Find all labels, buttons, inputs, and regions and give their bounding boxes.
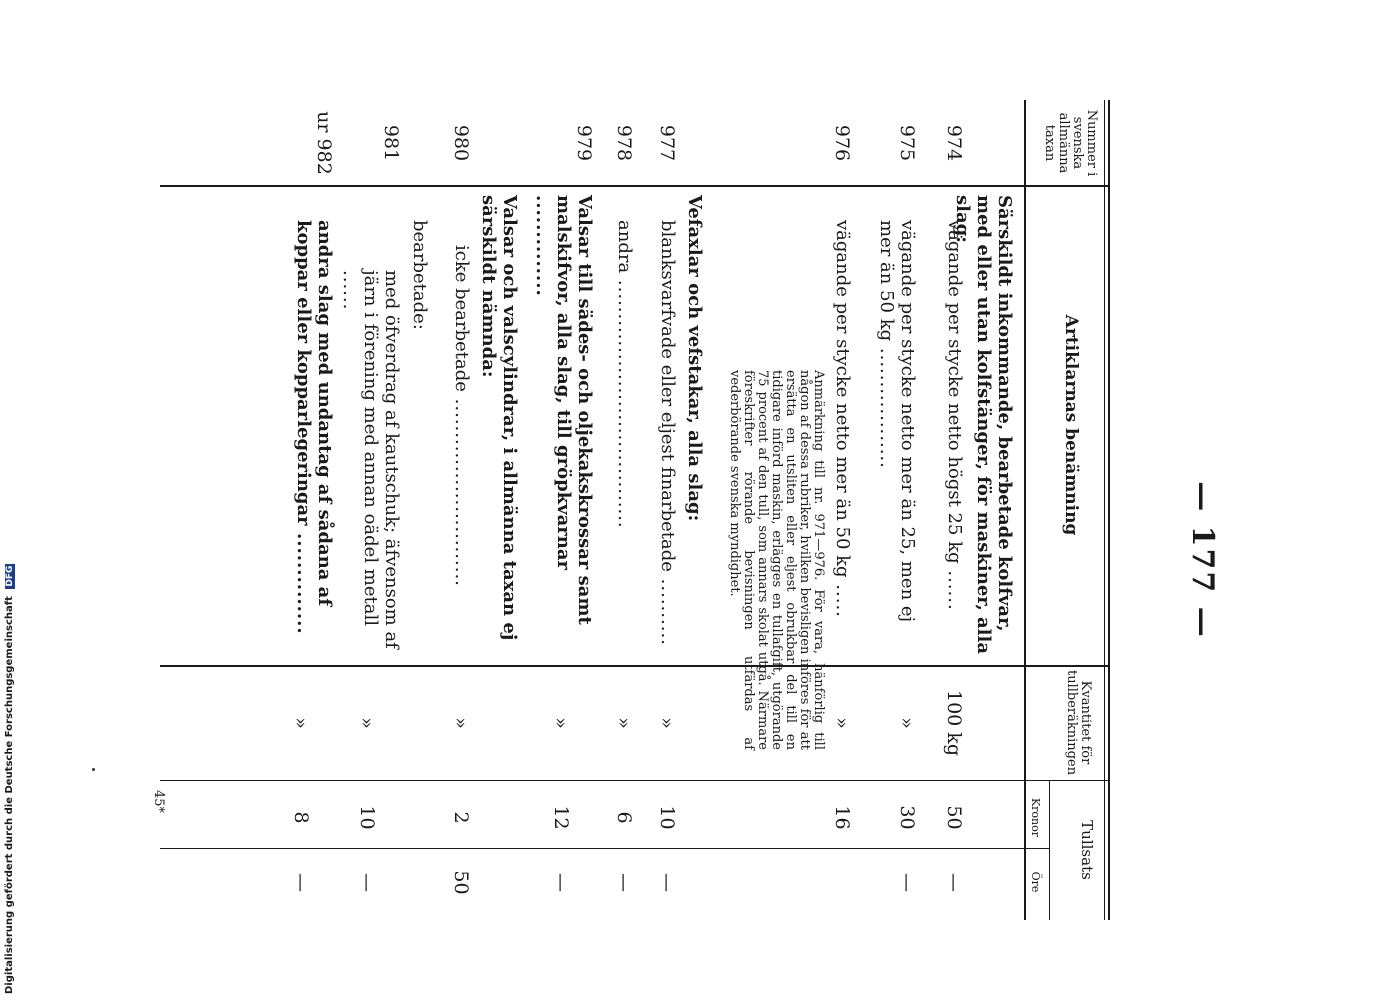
- row-unit: »: [831, 717, 853, 729]
- section-title-kolfvar: Särskildt inkommande, bearbetade kolfvar, med eller utan kolfstänger, för maskiner, alla slag:: [952, 195, 1015, 654]
- row-number: 981: [380, 124, 402, 162]
- row-kronor: 10: [356, 805, 378, 830]
- row-unit: »: [450, 717, 472, 729]
- row-description: andra .....................................: [614, 220, 635, 529]
- row-text: vägande per stycke netto högst 25 kg: [944, 220, 965, 564]
- row-text: med öfverdrag af kautschuk; äfvensom af järn i förening med annan oädel metall: [360, 270, 402, 649]
- row-unit: »: [896, 717, 918, 729]
- subheading-bearbetade: bearbetade:: [409, 220, 430, 330]
- row-number: 980: [450, 124, 472, 162]
- row-text: andra: [614, 220, 635, 274]
- row-unit: »: [290, 717, 312, 729]
- row-number: 979: [573, 124, 595, 162]
- row-number: 978: [613, 124, 635, 162]
- row-description: andra slag med undantag af sådana af koppar eller kopparlegeringar ..............: [293, 220, 335, 635]
- column-rule-4: [160, 848, 1050, 849]
- table-top-rule: [1108, 100, 1110, 920]
- row-description: icke bearbetade ............................: [451, 245, 472, 587]
- row-number: 975: [896, 124, 918, 162]
- duty-subheader-rule: [1049, 780, 1050, 920]
- stray-dot: [92, 768, 95, 771]
- row-number: 976: [831, 124, 853, 162]
- credit-text: Digitalisierung gefördert durch die Deutsche Forschungsgemeinschaft: [4, 596, 15, 994]
- digitization-credit: [4, 474, 18, 994]
- header-duty: Tullsats: [1078, 820, 1096, 880]
- row-description: vägande per stycke netto mer än 50 kg .....: [832, 220, 853, 618]
- section-title-vefaxlar: Vefaxlar och vefstakar, alla slag:: [684, 195, 705, 522]
- row-text: blanksvarfvade eller eljest finarbetade: [657, 220, 678, 572]
- page-number: — 177 —: [1185, 481, 1220, 639]
- header-quantity: Kvantitet för tullberäkningen: [1064, 670, 1093, 776]
- header-kronor: Kronor: [1029, 797, 1042, 838]
- row-unit: 100 kg: [943, 690, 965, 756]
- row-ore: —: [550, 873, 572, 892]
- row-text: icke bearbetade: [451, 245, 472, 392]
- row-unit: »: [656, 717, 678, 729]
- row-kronor: 6: [613, 811, 635, 824]
- row-ore: —: [656, 873, 678, 892]
- row-text: vägande per stycke netto mer än 50 kg: [832, 220, 853, 578]
- row-description: med öfverdrag af kautschuk; äfvensom af järn i förening med annan oädel metall ......: [339, 270, 402, 649]
- row-description: Valsar till sädes- och oljekakskrossar samt malskifvor, alla slag, till gröpkvarnar ..............: [532, 195, 595, 625]
- row-kronor: 10: [656, 805, 678, 830]
- row-kronor: 8: [290, 811, 312, 824]
- row-number: 977: [656, 124, 678, 162]
- row-description: vägande per stycke netto mer än 25, men ej mer än 50 kg ..................: [876, 220, 918, 623]
- section-title-valsar: Valsar och valscylindrar, i allmänna taxan ej särskildt nämnda:: [478, 195, 520, 641]
- row-ore: —: [896, 873, 918, 892]
- dfg-logo: DFG: [5, 565, 15, 587]
- row-ore: 50: [450, 870, 472, 895]
- column-rule-1: [160, 185, 1110, 187]
- row-ore: —: [356, 873, 378, 892]
- row-kronor: 12: [550, 805, 572, 830]
- row-unit: »: [550, 717, 572, 729]
- row-kronor: 50: [943, 805, 965, 830]
- row-text: vägande per stycke netto mer än 25, men ej mer än 50 kg: [876, 220, 918, 623]
- row-description: blanksvarfvade eller eljest finarbetade ..........: [657, 220, 678, 646]
- row-number: 974: [943, 124, 965, 162]
- row-text: andra slag med undantag af sådana af koppar eller kopparlegeringar: [293, 220, 335, 607]
- row-ore: —: [290, 873, 312, 892]
- row-description: vägande per stycke netto högst 25 kg ......: [944, 220, 965, 611]
- column-rule-2: [160, 665, 1110, 667]
- row-unit: »: [613, 717, 635, 729]
- header-bottom-rule: [1024, 100, 1026, 920]
- header-number: Nummer i svenska allmänna taxan: [1042, 109, 1099, 177]
- header-article-name: Artiklarnas benämning: [1061, 314, 1081, 536]
- signature-mark: 45*: [151, 790, 166, 814]
- header-ore: Öre: [1029, 871, 1042, 893]
- row-kronor: 16: [831, 805, 853, 830]
- document-page: [10, 20, 1290, 920]
- note-971-976: Anmärkning till nr. 971—976. För vara, hänförlig till någon af dessa rubriker, hvilken bevisligen införes för att ersätta en utsliten eller eljest obrukbar del till en tidigare införd maskin, erlägges en tullafgift, utgörande 75 procent af den tull, som annars skolat utgå. Närmare föreskrifter rörande bevisningen utfärdas af vederbörande svenska myndighet.: [727, 370, 826, 750]
- row-ore: —: [613, 873, 635, 892]
- row-unit: »: [356, 717, 378, 729]
- column-rule-3: [160, 780, 1110, 781]
- row-kronor: 2: [450, 811, 472, 824]
- row-kronor: 30: [896, 805, 918, 830]
- table-top-rule-2: [1104, 100, 1105, 920]
- row-ore: —: [943, 873, 965, 892]
- row-text: Valsar till sädes- och oljekakskrossar samt malskifvor, alla slag, till gröpkvarnar: [553, 195, 595, 625]
- row-number: ur 982: [313, 111, 335, 175]
